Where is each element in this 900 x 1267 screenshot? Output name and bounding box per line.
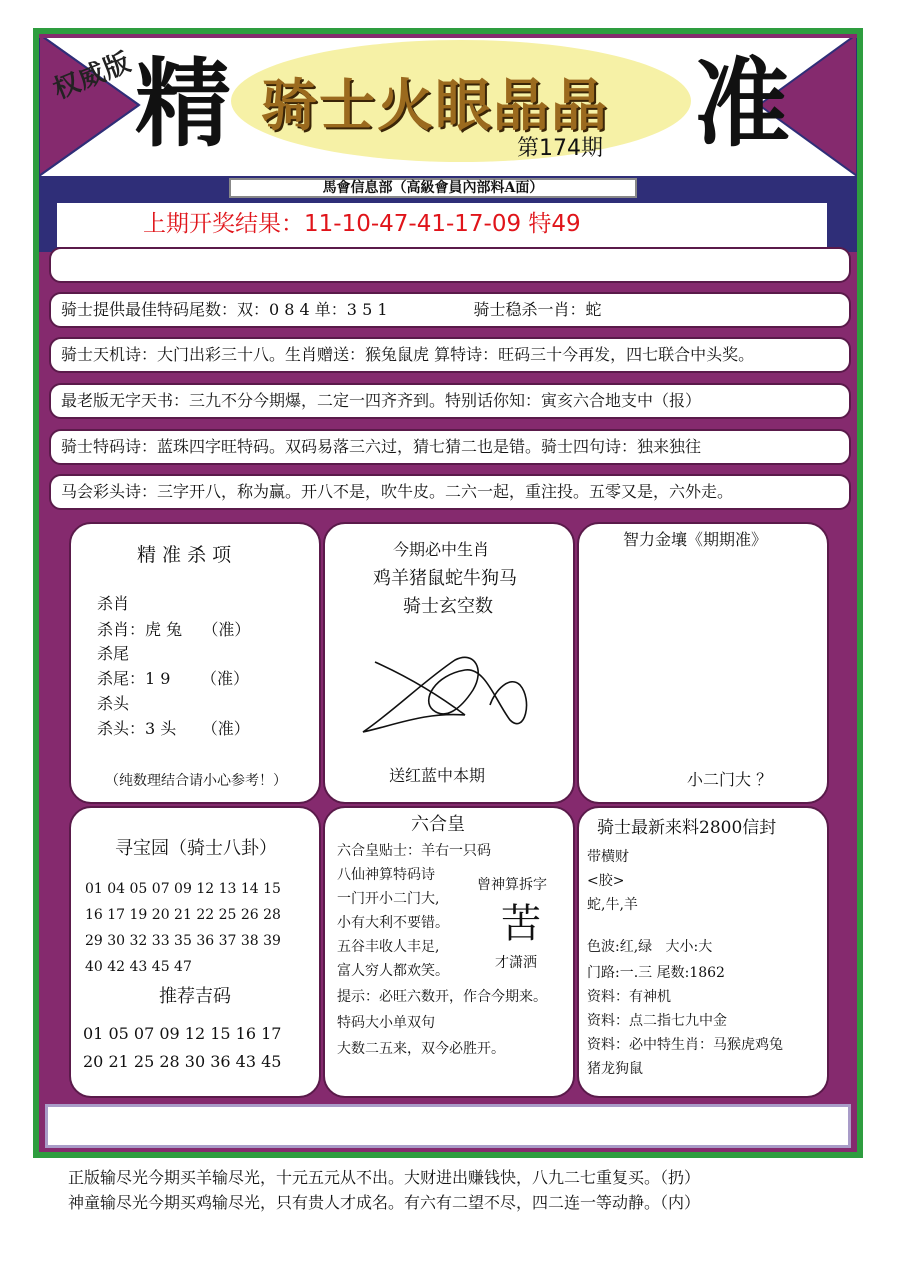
treasure-box — [69, 806, 321, 1098]
latest-line: 资料：点二指七九中金 — [587, 1013, 727, 1029]
header — [39, 34, 857, 176]
edition-label: 权威版 — [49, 47, 136, 106]
kill-note: （纯数理结合请小心参考！） — [105, 773, 287, 789]
liuhe-line: 八仙神算特码诗 — [337, 867, 435, 883]
wisdom-title: 智力金壤《期期准》 — [623, 530, 768, 549]
latest-line: 色波:红,绿 大小:大 — [587, 939, 713, 955]
scribble-graphic — [355, 640, 545, 740]
last-result: 上期开奖结果：11-10-47-41-17-09 特49 — [143, 211, 581, 237]
number-row: 29 30 32 33 35 36 37 38 39 — [85, 933, 281, 949]
poem-title: 特码大小单双句 — [337, 1015, 435, 1031]
latest-line: 蛇,牛,羊 — [587, 897, 638, 913]
zodiac-list: 鸡羊猪鼠蛇牛狗马 — [373, 568, 517, 589]
footer-line: 正版输尽光今期买羊输尽光，十元五元从不出。大财进出赚钱快，八九二七重复买。（扔） — [68, 1168, 701, 1187]
latest-line: 门路:一.三 尾数:1862 — [587, 965, 725, 981]
issue-number: 第174期 — [517, 136, 603, 161]
info-row-poem: 骑士天机诗：大门出彩三十八。生肖赠送：猴兔鼠虎 算特诗：旺码三十今再发，四七联合中头奖。 — [49, 337, 851, 373]
latest-title: 骑士最新来料2800信封 — [597, 818, 777, 838]
latest-box — [577, 806, 829, 1098]
latest-line: 带横财 — [587, 849, 629, 865]
kill-box-title: 精 准 杀 项 — [137, 544, 232, 566]
dept-strip — [39, 176, 857, 200]
number-row: 40 42 43 45 47 — [85, 959, 192, 975]
info-row-marksix: 马会彩头诗：三字开八，称为赢。开八不是，吹牛皮。二六一起，重注投。五零又是，六外走。 — [49, 474, 851, 510]
liuhe-box — [323, 806, 575, 1098]
title-right-char: 准 — [694, 47, 790, 160]
kill-line: 杀头 — [97, 694, 130, 713]
footer-line: 神童输尽光今期买鸡输尽光，只有贵人才成名。有六有二望不尽，四二连一等动静。（内） — [68, 1193, 701, 1212]
treasure-title: 寻宝园（骑士八卦） — [115, 838, 277, 859]
latest-line: 猪龙狗鼠 — [587, 1061, 643, 1077]
recommend-title: 推荐吉码 — [159, 986, 231, 1007]
split-char: 苦 — [501, 901, 541, 947]
wisdom-bottom: 小二门大 ？ — [687, 770, 773, 789]
zodiac-subtitle: 骑士玄空数 — [403, 596, 493, 617]
wisdom-box — [577, 522, 829, 804]
liuhe-line: 小有大利不要错。 — [337, 915, 449, 931]
latest-line: 资料：必中特生肖：马猴虎鸡兔 — [587, 1037, 783, 1053]
split-answer: 才潇洒 — [495, 955, 537, 971]
dept-label: 馬會信息部（高級會員內部料A面） — [229, 178, 637, 198]
number-row: 16 17 19 20 21 22 25 26 28 — [85, 907, 281, 923]
liuhe-title: 六合皇 — [411, 814, 465, 835]
result-box — [57, 203, 827, 247]
info-row-tail-numbers — [49, 292, 851, 328]
latest-line: 资料：有神机 — [587, 989, 671, 1005]
latest-line: <胶> — [587, 873, 625, 889]
zodiac-box — [323, 522, 575, 804]
liuhe-line: 富人穷人都欢笑。 — [337, 963, 449, 979]
kill-line: 杀肖 — [97, 594, 130, 613]
result-strip — [39, 200, 857, 252]
recommend-row: 20 21 25 28 30 36 43 45 — [83, 1052, 282, 1071]
blank-row — [49, 247, 851, 283]
split-title: 曾神算拆字 — [477, 877, 547, 893]
recommend-row: 01 05 07 09 12 15 16 17 — [83, 1024, 282, 1043]
kill-zodiac-text: 骑士稳杀一肖：蛇 — [473, 300, 602, 319]
info-row-special: 骑士特码诗：蓝珠四字旺特码。双码易落三六过，猜七猜二也是错。骑士四句诗：独来独往 — [49, 429, 851, 465]
zodiac-title: 今期必中生肖 — [393, 540, 490, 559]
poem-text: 大数二五来，双今必胜开。 — [337, 1041, 505, 1057]
liuhe-tip: 提示：必旺六数开，作合今期来。 — [337, 989, 547, 1005]
zodiac-bottom: 送红蓝中本期 — [389, 766, 486, 785]
liuhe-line: 一门开小二门大, — [337, 891, 440, 907]
kill-line: 杀尾：1 9 （准） — [97, 669, 249, 688]
title-left-char: 精 — [135, 47, 231, 160]
kill-line: 杀头：3 头 （准） — [97, 719, 250, 738]
footer — [68, 1165, 700, 1215]
poster-frame — [33, 28, 863, 1158]
tail-numbers-text: 骑士提供最佳特码尾数：双：0 8 4 单：3 5 1 — [61, 300, 388, 319]
main-title: 骑士火眼晶晶 — [261, 73, 609, 139]
liuhe-line: 六合皇贴士：羊右一只码 — [337, 843, 491, 859]
bottom-blank-box — [45, 1104, 851, 1148]
liuhe-line: 五谷丰收人丰足, — [337, 939, 440, 955]
kill-box — [69, 522, 321, 804]
kill-line: 杀肖：虎 兔 （准） — [97, 620, 251, 639]
kill-line: 杀尾 — [97, 644, 130, 663]
info-row-book: 最老版无字天书：三九不分今期爆，二定一四齐齐到。特别话你知：寅亥六合地支中（报） — [49, 383, 851, 419]
number-row: 01 04 05 07 09 12 13 14 15 — [85, 881, 281, 897]
